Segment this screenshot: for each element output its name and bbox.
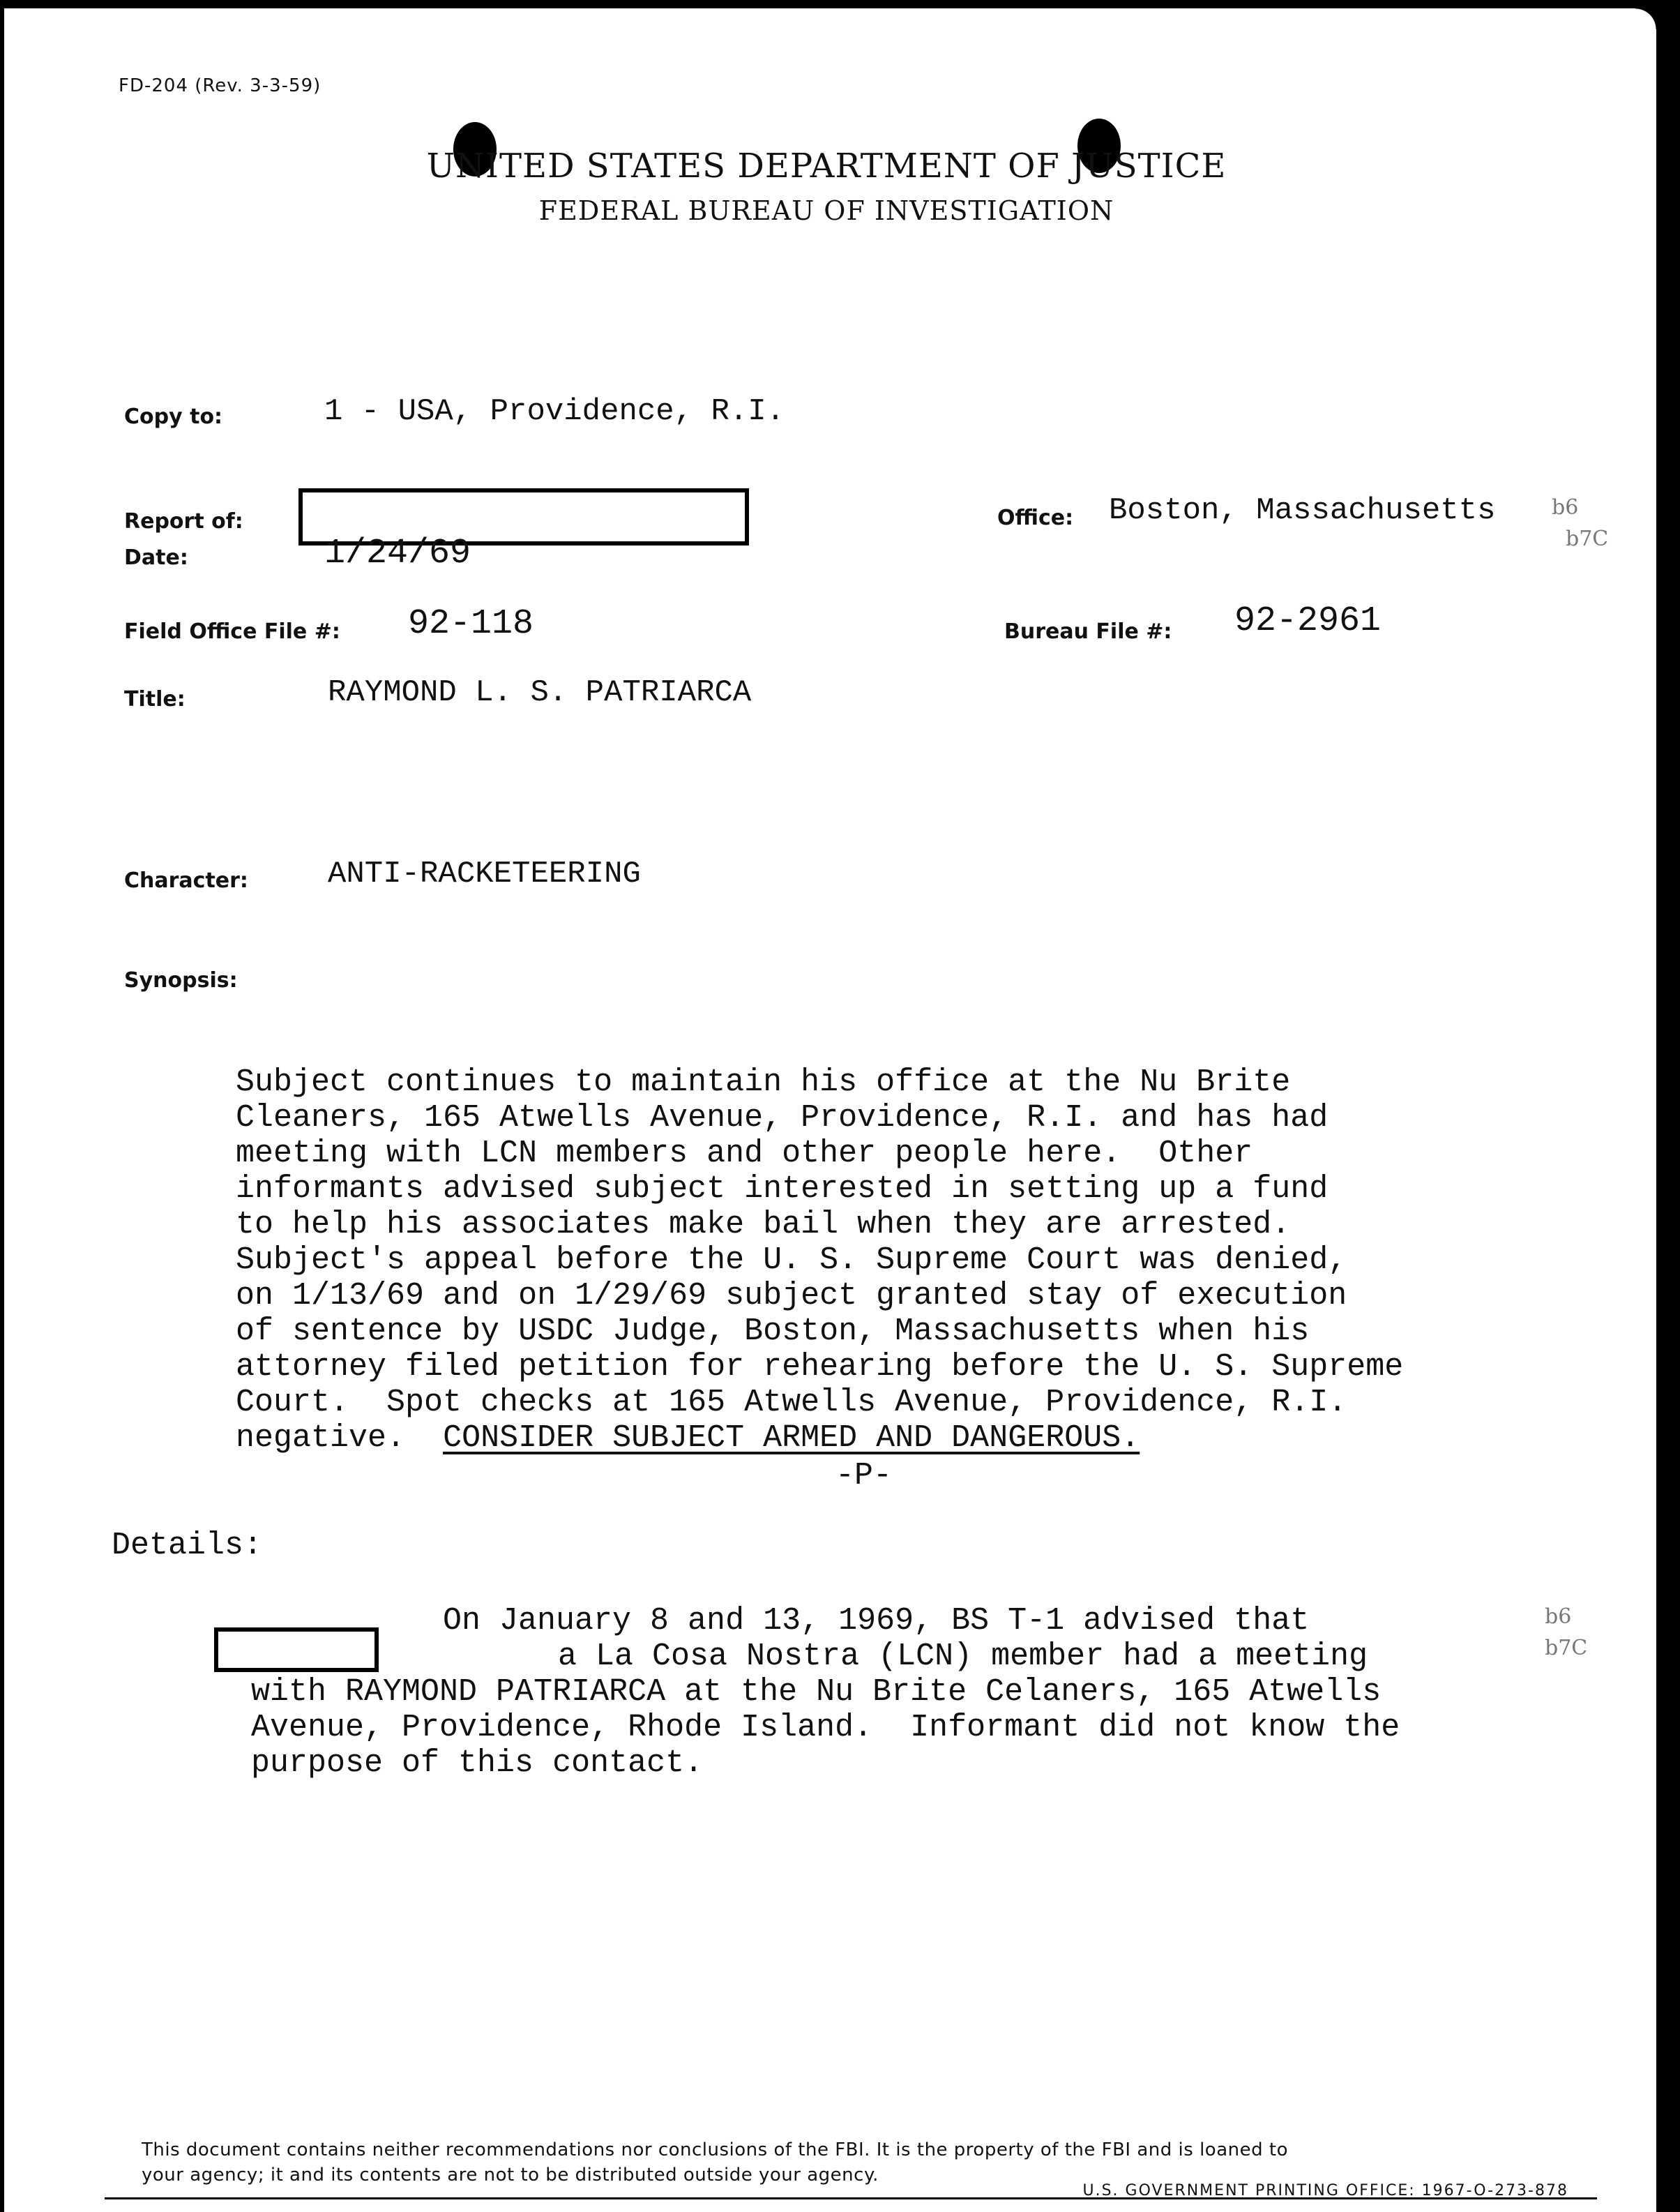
title-label: Title: xyxy=(124,687,186,712)
department-heading: UNITED STATES DEPARTMENT OF JUSTICE xyxy=(426,146,1227,186)
page-corner xyxy=(1635,8,1656,29)
synopsis-line: Subject's appeal before the U. S. Supreme Court was denied, xyxy=(236,1242,1347,1278)
scan-border-right xyxy=(1656,0,1680,2212)
character-value: ANTI-RACKETEERING xyxy=(328,857,641,891)
synopsis-line-last xyxy=(236,1420,1403,1456)
bureau-file-value: 92-2961 xyxy=(1234,601,1382,641)
bureau-heading: FEDERAL BUREAU OF INVESTIGATION xyxy=(538,195,1114,226)
report-of-label: Report of: xyxy=(124,509,243,534)
office-value: Boston, Massachusetts xyxy=(1109,493,1496,528)
date-label: Date: xyxy=(124,546,188,570)
synopsis-text xyxy=(236,1029,1403,1491)
character-label: Character: xyxy=(124,868,248,893)
synopsis-line: Subject continues to maintain his office at the Nu Brite xyxy=(236,1064,1291,1100)
details-label: Details: xyxy=(112,1528,263,1563)
page-marker: -P- xyxy=(835,1458,893,1494)
title-value: RAYMOND L. S. PATRIARCA xyxy=(328,675,752,710)
synopsis-line: Court. Spot checks at 165 Atwells Avenue, Providence, R.I. xyxy=(236,1385,1347,1420)
synopsis-line: informants advised subject interested in setting up a fund xyxy=(236,1171,1329,1207)
office-label: Office: xyxy=(997,506,1074,530)
field-office-file-label: Field Office File #: xyxy=(124,619,340,644)
synopsis-line-prefix: negative. xyxy=(236,1420,444,1456)
exemption-code: b7C xyxy=(1566,527,1609,551)
details-line: purpose of this contact. xyxy=(251,1745,704,1781)
redaction-box-details xyxy=(214,1627,379,1672)
synopsis-label: Synopsis: xyxy=(124,968,238,993)
synopsis-line: of sentence by USDC Judge, Boston, Massachusetts when his xyxy=(236,1314,1310,1349)
synopsis-line: attorney filed petition for rehearing before the U. S. Supreme xyxy=(236,1349,1404,1385)
synopsis-line: Cleaners, 165 Atwells Avenue, Providence, R.I. and has had xyxy=(236,1100,1329,1136)
scan-border-top xyxy=(0,0,1680,8)
details-line: On January 8 and 13, 1969, BS T-1 advised that xyxy=(443,1603,1310,1639)
field-office-file-value: 92-118 xyxy=(408,604,534,644)
details-line: with RAYMOND PATRIARCA at the Nu Brite Celaners, 165 Atwells xyxy=(251,1674,1382,1710)
details-line: Avenue, Providence, Rhode Island. Informant did not know the xyxy=(251,1710,1400,1745)
date-value: 1/24/69 xyxy=(324,534,471,573)
printing-office-imprint: U.S. GOVERNMENT PRINTING OFFICE: 1967-O-273-878 xyxy=(1082,2182,1568,2199)
bureau-file-label: Bureau File #: xyxy=(1004,619,1172,644)
details-line: a La Cosa Nostra (LCN) member had a meeting xyxy=(558,1639,1368,1674)
synopsis-line: to help his associates make bail when they are arrested. xyxy=(236,1207,1291,1242)
synopsis-line: meeting with LCN members and other people here. Other xyxy=(236,1136,1253,1171)
form-number: FD-204 (Rev. 3-3-59) xyxy=(119,75,321,96)
exemption-code: b6 xyxy=(1552,495,1579,520)
copy-to-label: Copy to: xyxy=(124,405,223,429)
synopsis-line: on 1/13/69 and on 1/29/69 subject granted stay of execution xyxy=(236,1278,1347,1314)
scan-border-left xyxy=(0,0,4,2212)
exemption-code: b6 xyxy=(1545,1604,1572,1629)
footer-notice-line: This document contains neither recommendations nor conclusions of the FBI. It is the property of the FBI and is loaned to xyxy=(142,2139,1288,2160)
footer-notice-line: your agency; it and its contents are not to be distributed outside your agency. xyxy=(142,2165,879,2185)
copy-to-value: 1 - USA, Providence, R.I. xyxy=(324,394,785,429)
armed-dangerous-warning: CONSIDER SUBJECT ARMED AND DANGEROUS. xyxy=(443,1420,1140,1456)
exemption-code: b7C xyxy=(1545,1636,1588,1660)
